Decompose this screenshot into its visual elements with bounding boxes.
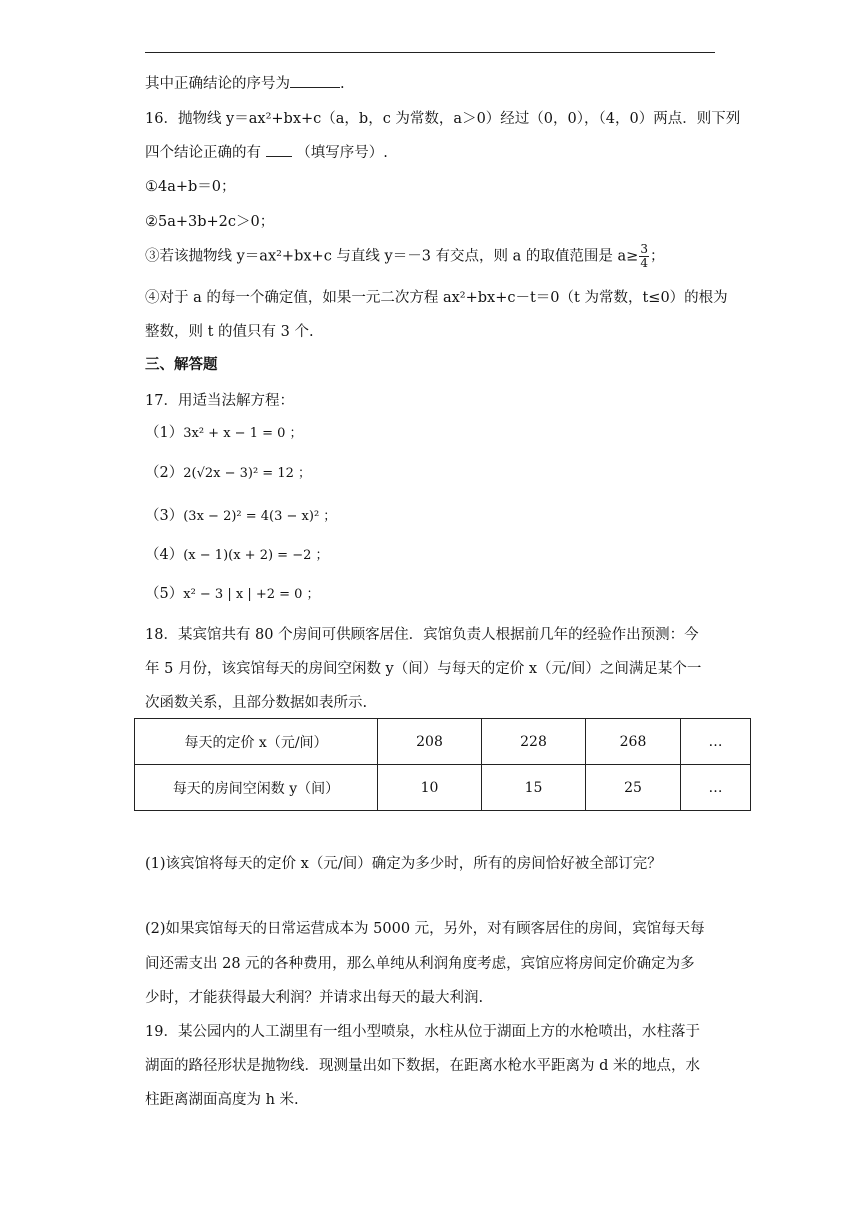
- table-cell: 228: [482, 719, 586, 765]
- q18-part-2-line-2: 间还需支出 28 元的各种费用，那么单纯从利润角度考虑，宾馆应将房间定价确定为多: [145, 956, 695, 972]
- q18-part-1: (1)该宾馆将每天的定价 x（元/间）确定为多少时，所有的房间恰好被全部订完？: [145, 856, 662, 872]
- q16-line-2: [145, 143, 388, 163]
- q16-line-1: 16．抛物线 y＝ax²+bx+c（a，b，c 为常数，a＞0）经过（0，0），（4，0）两点．则下列: [145, 111, 741, 127]
- table-row: [135, 765, 751, 811]
- q18-line-1: 18．某宾馆共有 80 个房间可供顾客居住．宾馆负责人根据前几年的经验作出预测：今: [145, 627, 699, 643]
- eq-number: （1）: [145, 425, 184, 441]
- section-heading: 三、解答题: [145, 356, 218, 373]
- table-cell: 268: [586, 719, 681, 765]
- table-cell: …: [681, 765, 751, 811]
- fraction-denominator: 4: [640, 256, 648, 270]
- fill-end: .: [340, 76, 345, 92]
- fraction: [639, 243, 649, 270]
- q19-line-1: 19．某公园内的人工湖里有一组小型喷泉，水柱从位于湖面上方的水枪喷出，水柱落于: [145, 1024, 700, 1040]
- eq-number: （4）: [145, 547, 184, 563]
- equation: (x − 1)(x + 2) = −2 ；: [183, 548, 329, 563]
- data-table: [134, 718, 751, 811]
- q17-title: 17．用适当法解方程：: [145, 393, 294, 409]
- fill-prefix: 其中正确结论的序号为: [145, 76, 290, 92]
- table-row-label: 每天的房间空闲数 y（间）: [135, 765, 378, 811]
- table-cell: 208: [378, 719, 482, 765]
- q16-choice-4-line-1: ④对于 a 的每一个确定值，如果一元二次方程 ax²+bx+c－t＝0（t 为常数，t≤0）的根为: [145, 290, 728, 306]
- q16-choice-4-line-2: 整数，则 t 的值只有 3 个.: [145, 324, 314, 340]
- q15-answer-line: [145, 74, 345, 94]
- eq-number: （3）: [145, 508, 184, 524]
- table-cell: 25: [586, 765, 681, 811]
- q16-blank: [266, 144, 292, 157]
- q16-choice-1: ①4a+b＝0；: [145, 179, 236, 195]
- q19-line-2: 湖面的路径形状是抛物线．现测量出如下数据，在距离水枪水平距离为 d 米的地点，水: [145, 1058, 700, 1074]
- table-row: [135, 719, 751, 765]
- q18-line-2: 年 5 月份，该宾馆每天的房间空闲数 y（间）与每天的定价 x（元/间）之间满足某个一: [145, 661, 702, 677]
- q16-choice-3: [145, 243, 664, 270]
- q17-eq-4: [145, 545, 329, 566]
- q16-line-2a: 四个结论正确的有: [145, 145, 261, 161]
- q16-choice-3-end: ；: [649, 248, 665, 265]
- q19-line-3: 柱距离湖面高度为 h 米.: [145, 1092, 299, 1108]
- equation: (3x − 2)² = 4(3 − x)² ；: [183, 509, 337, 524]
- q16-line-2b: （填写序号）.: [296, 145, 388, 161]
- answer-blank: [290, 75, 340, 88]
- header-rule: [145, 52, 715, 53]
- q18-part-2-line-1: (2)如果宾馆每天的日常运营成本为 5000 元，另外，对有顾客居住的房间，宾馆每天每: [145, 921, 705, 937]
- equation: x² − 3 | x | +2 = 0 ；: [183, 587, 320, 602]
- q17-eq-1: [145, 423, 303, 444]
- equation: 2(√2x − 3)² = 12 ；: [183, 466, 312, 481]
- q18-part-2-line-3: 少时，才能获得最大利润？并请求出每天的最大利润.: [145, 990, 484, 1006]
- q17-eq-5: [145, 584, 320, 605]
- q17-eq-3: [145, 506, 336, 527]
- q17-eq-2: [145, 463, 311, 484]
- table-cell: 10: [378, 765, 482, 811]
- equation: 3x² + x − 1 = 0 ；: [183, 426, 303, 441]
- table-cell: …: [681, 719, 751, 765]
- eq-number: （5）: [145, 586, 184, 602]
- q16-choice-2: ②5a+3b+2c＞0；: [145, 214, 275, 230]
- eq-number: （2）: [145, 465, 184, 481]
- q16-choice-3-text: ③若该抛物线 y＝ax²+bx+c 与直线 y＝－3 有交点，则 a 的取值范围是 a≥: [145, 248, 639, 265]
- table-cell: 15: [482, 765, 586, 811]
- q18-line-3: 次函数关系，且部分数据如表所示.: [145, 695, 368, 711]
- table-row-label: 每天的定价 x（元/间）: [135, 719, 378, 765]
- fraction-numerator: 3: [640, 242, 648, 256]
